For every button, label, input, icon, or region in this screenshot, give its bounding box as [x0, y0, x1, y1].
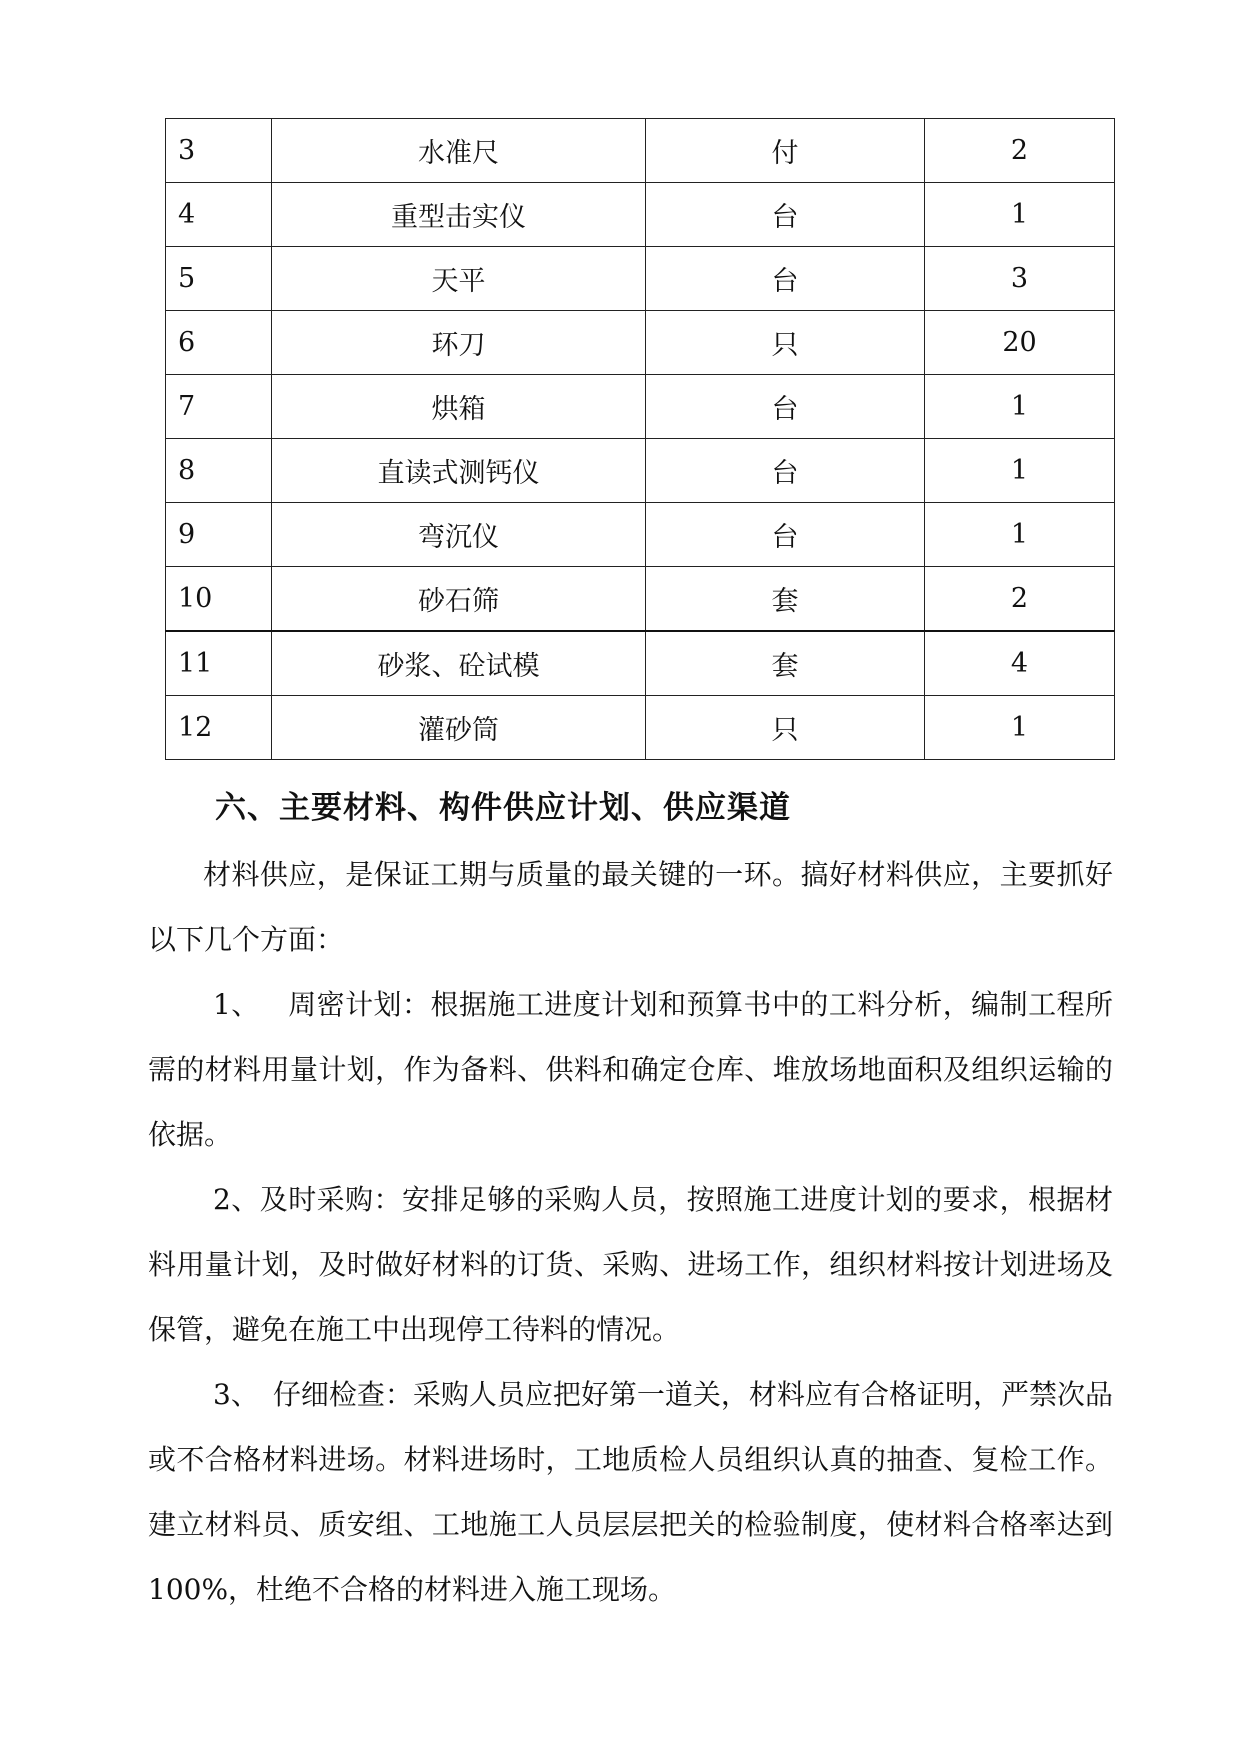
equipment-quantity: 4 [925, 631, 1115, 696]
row-number: 11 [166, 631, 272, 696]
item-number: 3、 [213, 1378, 259, 1411]
equipment-quantity: 1 [925, 503, 1115, 567]
equipment-unit: 只 [646, 696, 925, 760]
equipment-quantity: 3 [925, 247, 1115, 311]
item-text: 仔细检查：采购人员应把好第一道关，材料应有合格证明，严禁次品或不合格材料进场。材料进场时，工地质检人员组织认真的抽查、复检工作。建立材料员、质安组、工地施工人员层层把关的检验制度，使材料合格率达到 100%，杜绝不合格的材料进入施工现场。 [148, 1378, 1113, 1606]
equipment-quantity: 1 [925, 375, 1115, 439]
equipment-name: 直读式测钙仪 [272, 439, 646, 503]
equipment-name: 烘箱 [272, 375, 646, 439]
row-number: 9 [166, 503, 272, 567]
equipment-table [165, 118, 1115, 760]
equipment-quantity: 1 [925, 696, 1115, 760]
list-item [148, 1362, 1113, 1622]
equipment-name: 环刀 [272, 311, 646, 375]
item-text: 及时采购：安排足够的采购人员，按照施工进度计划的要求，根据材料用量计划，及时做好材料的订货、采购、进场工作，组织材料按计划进场及保管，避免在施工中出现停工待料的情况。 [148, 1183, 1113, 1346]
table-row [166, 503, 1115, 567]
equipment-quantity: 1 [925, 183, 1115, 247]
equipment-unit: 只 [646, 311, 925, 375]
equipment-name: 灌砂筒 [272, 696, 646, 760]
equipment-name: 砂石筛 [272, 567, 646, 632]
equipment-name: 砂浆、砼试模 [272, 631, 646, 696]
equipment-name: 水准尺 [272, 119, 646, 183]
item-number: 1、 [213, 988, 260, 1021]
table-row [166, 631, 1115, 696]
intro-paragraph: 材料供应，是保证工期与质量的最关键的一环。搞好材料供应，主要抓好以下几个方面： [148, 858, 1113, 956]
table-row [166, 247, 1115, 311]
equipment-name: 重型击实仪 [272, 183, 646, 247]
list-item [148, 1167, 1113, 1362]
table-row [166, 119, 1115, 183]
item-number: 2、 [213, 1183, 260, 1216]
equipment-quantity: 2 [925, 119, 1115, 183]
equipment-name: 天平 [272, 247, 646, 311]
equipment-quantity: 20 [925, 311, 1115, 375]
item-text: 周密计划：根据施工进度计划和预算书中的工料分析，编制工程所需的材料用量计划，作为备料、供料和确定仓库、堆放场地面积及组织运输的依据。 [148, 988, 1113, 1151]
row-number: 7 [166, 375, 272, 439]
equipment-unit: 付 [646, 119, 925, 183]
table-row [166, 567, 1115, 632]
table-row [166, 439, 1115, 503]
row-number: 4 [166, 183, 272, 247]
section-heading: 六、主要材料、构件供应计划、供应渠道 [215, 790, 791, 826]
equipment-unit: 台 [646, 503, 925, 567]
row-number: 12 [166, 696, 272, 760]
row-number: 3 [166, 119, 272, 183]
row-number: 8 [166, 439, 272, 503]
equipment-unit: 台 [646, 375, 925, 439]
equipment-unit: 台 [646, 183, 925, 247]
equipment-unit: 套 [646, 567, 925, 632]
equipment-name: 弯沉仪 [272, 503, 646, 567]
table-row [166, 696, 1115, 760]
table-row [166, 311, 1115, 375]
row-number: 6 [166, 311, 272, 375]
table-row [166, 375, 1115, 439]
equipment-unit: 套 [646, 631, 925, 696]
list-item [148, 972, 1113, 1167]
equipment-quantity: 1 [925, 439, 1115, 503]
table-row [166, 183, 1115, 247]
row-number: 5 [166, 247, 272, 311]
row-number: 10 [166, 567, 272, 632]
equipment-unit: 台 [646, 439, 925, 503]
equipment-quantity: 2 [925, 567, 1115, 632]
equipment-unit: 台 [646, 247, 925, 311]
